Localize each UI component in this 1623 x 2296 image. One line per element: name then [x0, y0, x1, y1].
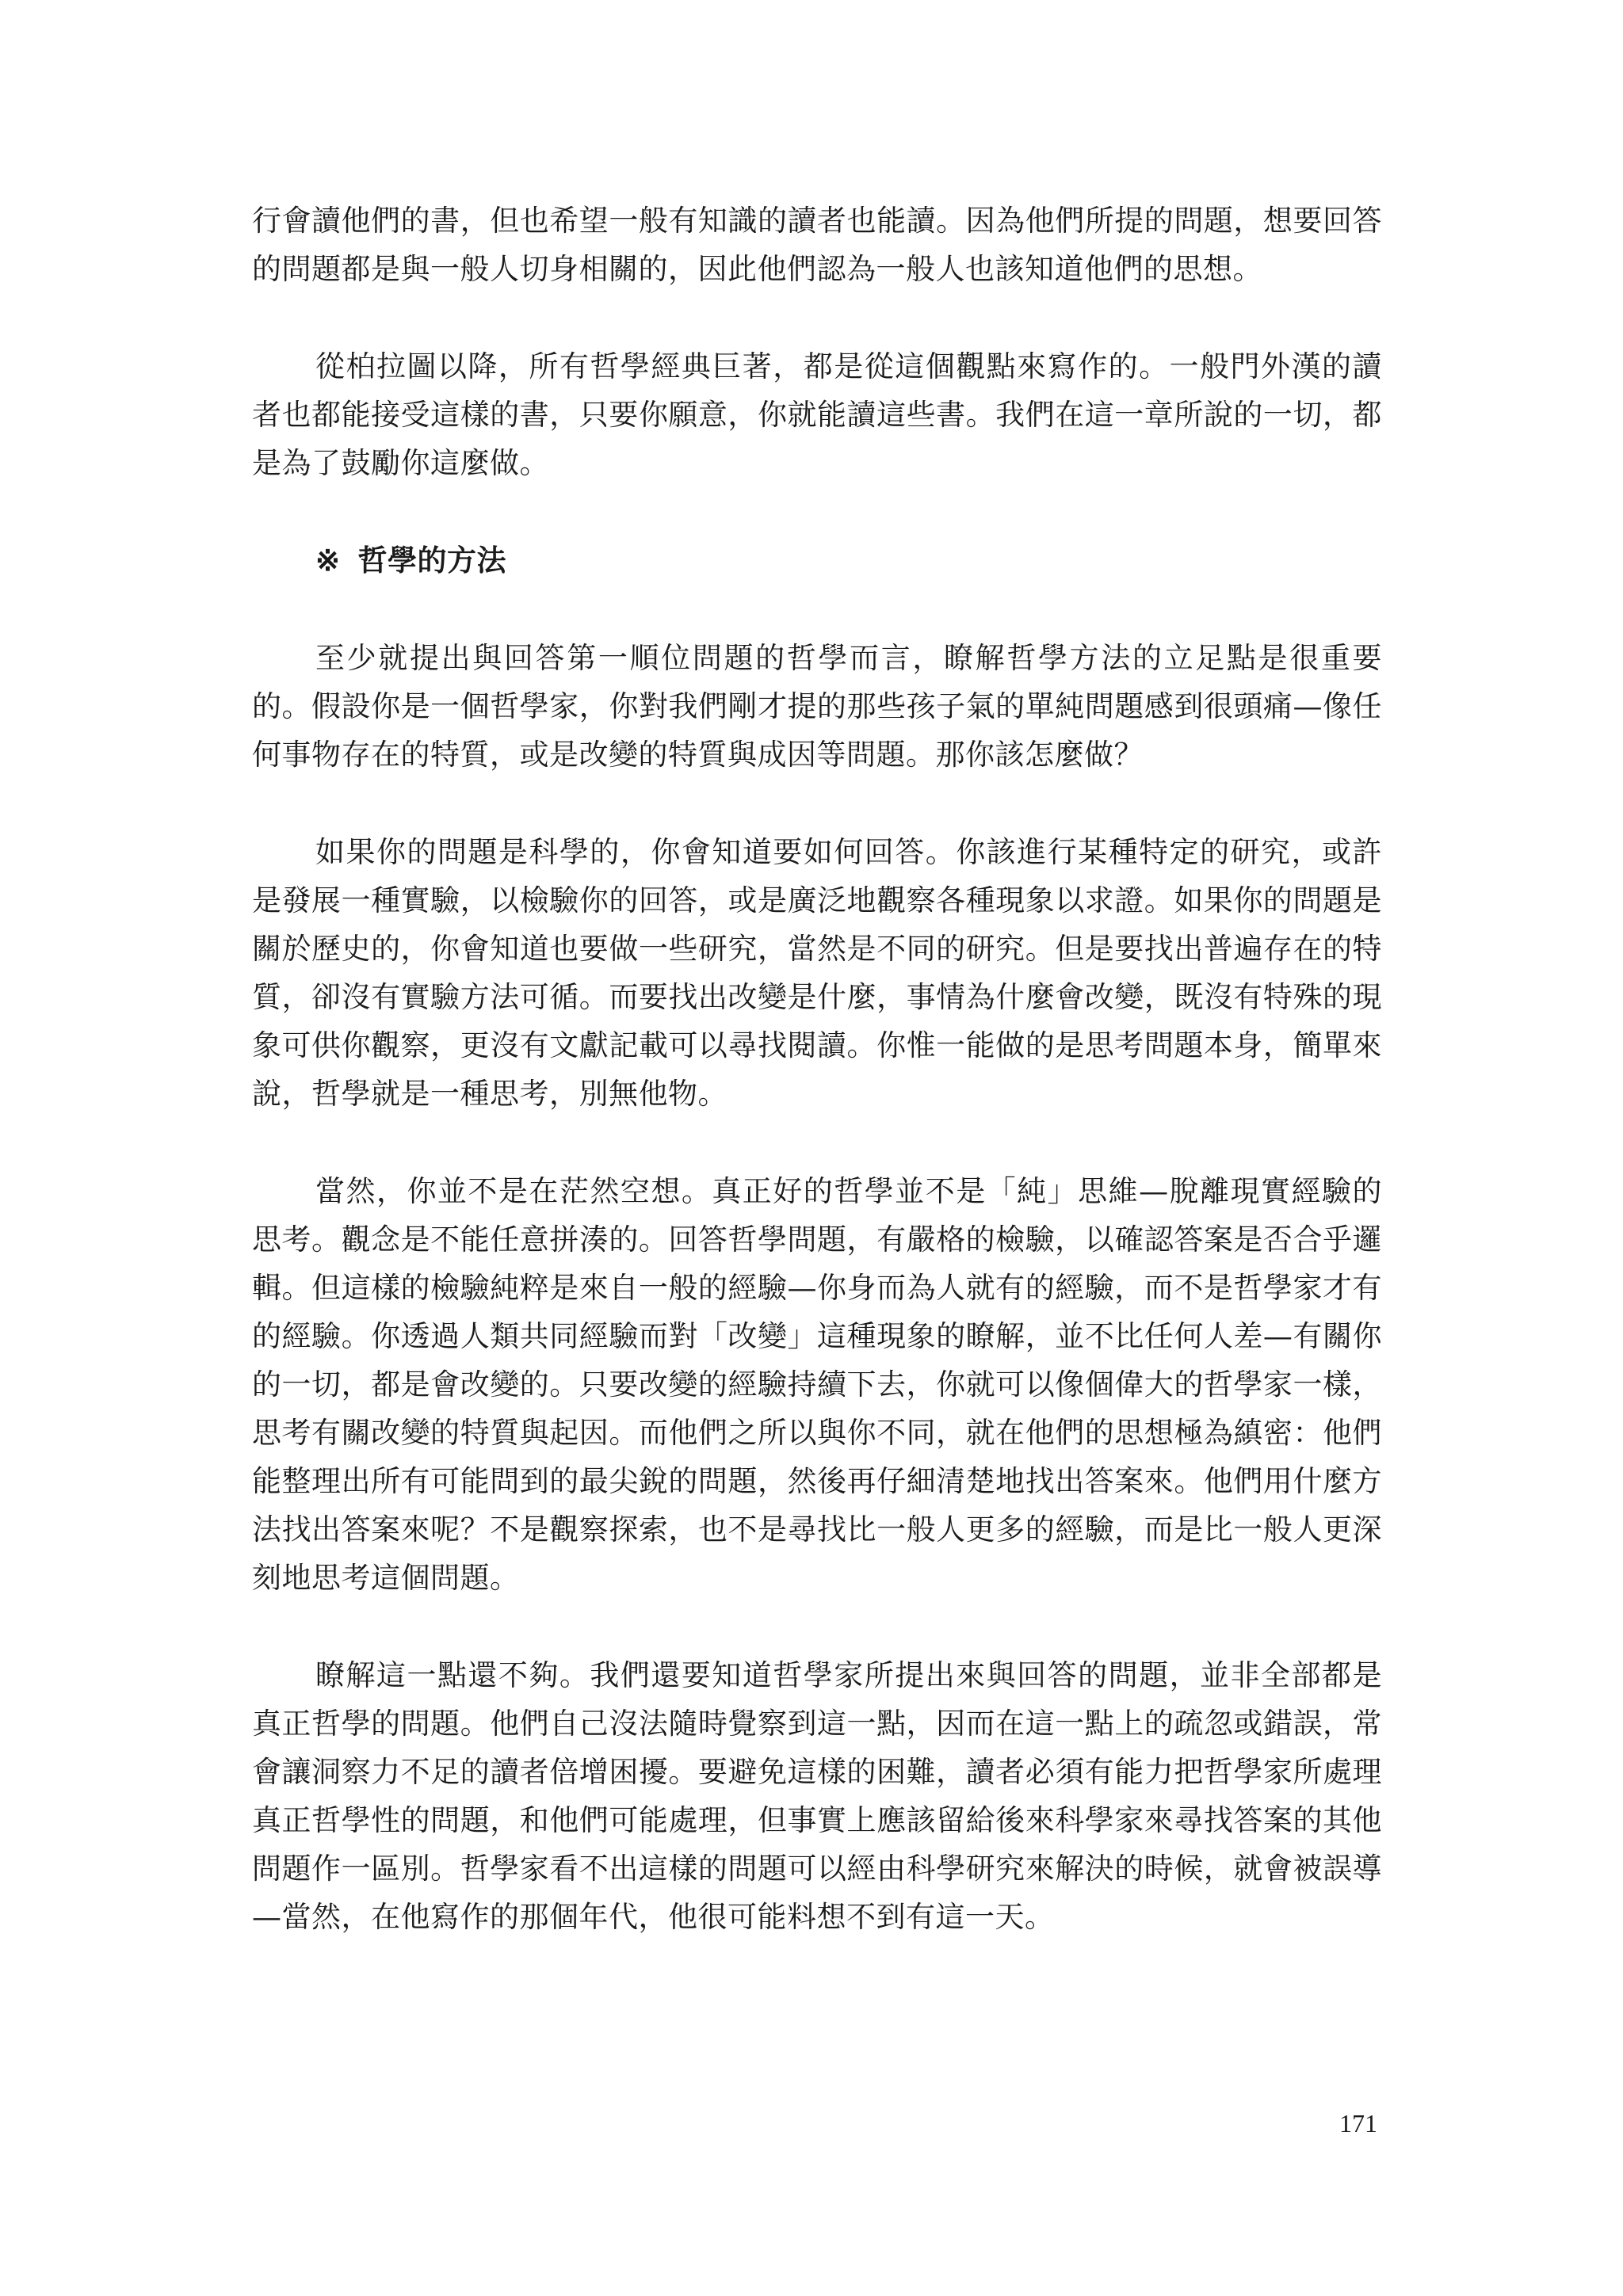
paragraph: 當然，你並不是在茫然空想。真正好的哲學並不是「純」思維—脫離現實經驗的思考。觀念是不能任意拼湊的。回答哲學問題，有嚴格的檢驗，以確認答案是否合乎邏輯。但這樣的檢驗純粹是來自一般的經驗—你身而為人就有的經驗，而不是哲學家才有的經驗。你透過人類共同經驗而對「改變」這種現象的瞭解，並不比任何人差—有關你的一切，都是會改變的。只要改變的經驗持續下去，你就可以像個偉大的哲學家一樣，思考有關改變的特質與起因。而他們之所以與你不同，就在他們的思想極為縝密：他們能整理出所有可能問到的最尖銳的問題，然後再仔細清楚地找出答案來。他們用什麼方法找出答案來呢？不是觀察探索，也不是尋找比一般人更多的經驗，而是比一般人更深刻地思考這個問題。	[252, 1174, 1382, 1595]
paragraph-gap	[252, 1118, 1382, 1167]
paragraph: 從柏拉圖以降，所有哲學經典巨著，都是從這個觀點來寫作的。一般門外漢的讀者也都能接受這樣的書，只要你願意，你就能讀這些書。我們在這一章所說的一切，都是為了鼓勵你這麼做。	[252, 349, 1382, 480]
body-text	[252, 196, 1382, 1941]
paragraph: 瞭解這一點還不夠。我們還要知道哲學家所提出來與回答的問題，並非全部都是真正哲學的問題。他們自己沒法隨時覺察到這一點，因而在這一點上的疏忽或錯誤，常會讓洞察力不足的讀者倍增困擾。要避免這樣的困難，讀者必須有能力把哲學家所處理真正哲學性的問題，和他們可能處理，但事實上應該留給後來科學家來尋找答案的其他問題作一區別。哲學家看不出這樣的問題可以經由科學研究來解決的時候，就會被誤導—當然，在他寫作的那個年代，他很可能料想不到有這一天。	[252, 1658, 1382, 1934]
section-heading	[252, 536, 1382, 585]
paragraph: 如果你的問題是科學的，你會知道要如何回答。你該進行某種特定的研究，或許是發展一種實驗，以檢驗你的回答，或是廣泛地觀察各種現象以求證。如果你的問題是關於歷史的，你會知道也要做一些研究，當然是不同的研究。但是要找出普遍存在的特質，卻沒有實驗方法可循。而要找出改變是什麼，事情為什麼會改變，既沒有特殊的現象可供你觀察，更沒有文獻記載可以尋找閱讀。你惟一能做的是思考問題本身，簡單來說，哲學就是一種思考，別無他物。	[252, 835, 1382, 1111]
paragraph: 至少就提出與回答第一順位問題的哲學而言，瞭解哲學方法的立足點是很重要的。假設你是一個哲學家，你對我們剛才提的那些孩子氣的單純問題感到很頭痛—像任何事物存在的特質，或是改變的特質與成因等問題。那你該怎麼做？	[252, 641, 1382, 772]
paragraph-gap	[252, 779, 1382, 828]
paragraph-gap	[252, 487, 1382, 536]
page-number: 171	[1339, 2109, 1377, 2138]
section-title: 哲學的方法	[357, 543, 507, 578]
paragraph-gap	[252, 293, 1382, 342]
reference-mark-icon: ※	[315, 543, 341, 578]
paragraph-continued: 行會讀他們的書，但也希望一般有知識的讀者也能讀。因為他們所提的問題，想要回答的問題都是與一般人切身相關的，因此他們認為一般人也該知道他們的思想。	[252, 204, 1382, 286]
paragraph-gap	[252, 585, 1382, 634]
paragraph-gap	[252, 1602, 1382, 1651]
